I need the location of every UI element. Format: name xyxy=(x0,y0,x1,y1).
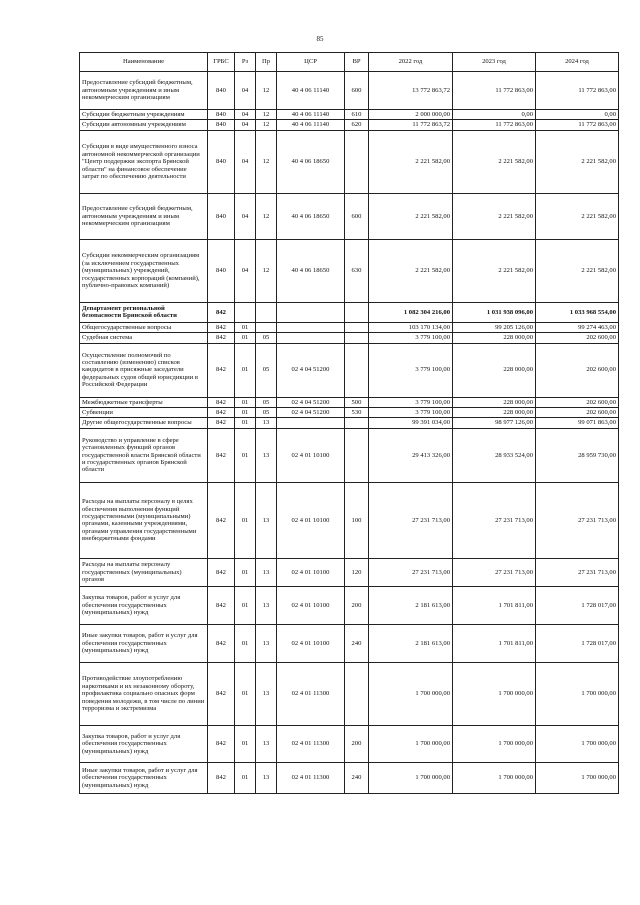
row-2022-cell: 13 772 863,72 xyxy=(369,72,453,110)
row-pr-cell: 05 xyxy=(256,397,277,407)
header-pr: Пр xyxy=(256,53,277,72)
row-rz-cell: 04 xyxy=(235,120,256,130)
row-rz-cell: 01 xyxy=(235,662,256,725)
row-2022-cell: 2 221 582,00 xyxy=(369,193,453,239)
row-2024-cell: 1 728 017,00 xyxy=(536,586,619,624)
row-rz-cell: 01 xyxy=(235,624,256,662)
row-csr-cell: 02 4 01 10100 xyxy=(277,558,345,586)
row-csr-cell: 02 4 01 10100 xyxy=(277,624,345,662)
row-grbs-cell: 842 xyxy=(208,322,235,332)
row-rz-cell: 01 xyxy=(235,482,256,558)
row-2022-cell: 27 231 713,00 xyxy=(369,558,453,586)
table-row xyxy=(80,239,619,302)
table-row xyxy=(80,333,619,343)
row-vr-cell xyxy=(345,428,369,482)
row-vr-cell: 100 xyxy=(345,482,369,558)
row-vr-cell xyxy=(345,662,369,725)
row-csr-cell: 02 4 04 51200 xyxy=(277,397,345,407)
row-pr-cell xyxy=(256,302,277,322)
row-pr-cell: 05 xyxy=(256,333,277,343)
row-2024-cell: 2 221 582,00 xyxy=(536,239,619,302)
row-grbs-cell: 842 xyxy=(208,482,235,558)
row-csr-cell: 40 4 06 18650 xyxy=(277,130,345,193)
row-name-cell: Расходы на выплаты персоналу государственных (муниципальных) органов xyxy=(80,558,208,586)
table-row xyxy=(80,193,619,239)
row-2022-cell: 2 221 582,00 xyxy=(369,130,453,193)
row-pr-cell: 13 xyxy=(256,428,277,482)
header-2024: 2024 год xyxy=(536,53,619,72)
row-csr-cell: 02 4 04 51200 xyxy=(277,408,345,418)
row-grbs-cell: 842 xyxy=(208,725,235,762)
row-2024-cell: 1 728 017,00 xyxy=(536,624,619,662)
row-rz-cell: 01 xyxy=(235,418,256,428)
row-grbs-cell: 842 xyxy=(208,302,235,322)
row-2023-cell: 2 221 582,00 xyxy=(453,239,536,302)
row-pr-cell: 12 xyxy=(256,130,277,193)
row-rz-cell xyxy=(235,302,256,322)
row-2023-cell: 1 700 000,00 xyxy=(453,725,536,762)
row-csr-cell xyxy=(277,302,345,322)
table-row xyxy=(80,418,619,428)
row-name-cell: Межбюджетные трансферты xyxy=(80,397,208,407)
row-rz-cell: 01 xyxy=(235,725,256,762)
row-grbs-cell: 840 xyxy=(208,120,235,130)
row-name-cell: Осуществление полномочий по составлению (изменению) списков кандидатов в присяжные заседатели федеральных судов общей юрисдикции в Российской Федерации xyxy=(80,343,208,397)
row-2024-cell: 202 600,00 xyxy=(536,397,619,407)
row-pr-cell: 13 xyxy=(256,624,277,662)
row-pr-cell: 13 xyxy=(256,662,277,725)
row-2023-cell: 228 000,00 xyxy=(453,343,536,397)
row-vr-cell: 610 xyxy=(345,110,369,120)
row-grbs-cell: 842 xyxy=(208,397,235,407)
row-vr-cell: 240 xyxy=(345,624,369,662)
row-2022-cell: 99 391 034,00 xyxy=(369,418,453,428)
row-csr-cell: 02 4 01 11300 xyxy=(277,662,345,725)
row-2022-cell: 1 700 000,00 xyxy=(369,725,453,762)
row-vr-cell xyxy=(345,302,369,322)
row-2022-cell: 2 181 613,00 xyxy=(369,624,453,662)
row-csr-cell: 40 4 06 11140 xyxy=(277,72,345,110)
table-row xyxy=(80,558,619,586)
row-vr-cell: 530 xyxy=(345,408,369,418)
row-csr-cell: 40 4 06 11140 xyxy=(277,110,345,120)
header-grbs: ГРБС xyxy=(208,53,235,72)
row-2023-cell: 228 000,00 xyxy=(453,397,536,407)
row-name-cell: Предоставление субсидий бюджетным, автономным учреждениям и иным некоммерческим организациям xyxy=(80,193,208,239)
header-csr: ЦСР xyxy=(277,53,345,72)
row-csr-cell: 02 4 01 11300 xyxy=(277,725,345,762)
row-2024-cell: 99 071 863,00 xyxy=(536,418,619,428)
row-rz-cell: 04 xyxy=(235,193,256,239)
row-pr-cell: 12 xyxy=(256,72,277,110)
row-grbs-cell: 842 xyxy=(208,333,235,343)
header-2023: 2023 год xyxy=(453,53,536,72)
row-2023-cell: 1 700 000,00 xyxy=(453,662,536,725)
row-pr-cell: 05 xyxy=(256,343,277,397)
row-2024-cell: 99 274 463,00 xyxy=(536,322,619,332)
table-body xyxy=(80,72,619,794)
row-2022-cell: 3 779 100,00 xyxy=(369,333,453,343)
row-vr-cell: 630 xyxy=(345,239,369,302)
row-2023-cell: 28 933 524,00 xyxy=(453,428,536,482)
row-name-cell: Субсидии бюджетным учреждениям xyxy=(80,110,208,120)
row-2023-cell: 27 231 713,00 xyxy=(453,482,536,558)
row-2024-cell: 28 959 730,00 xyxy=(536,428,619,482)
row-grbs-cell: 842 xyxy=(208,418,235,428)
row-2024-cell: 27 231 713,00 xyxy=(536,558,619,586)
row-csr-cell: 02 4 01 10100 xyxy=(277,482,345,558)
row-grbs-cell: 840 xyxy=(208,72,235,110)
row-2022-cell: 11 772 863,72 xyxy=(369,120,453,130)
row-2023-cell: 99 205 126,00 xyxy=(453,322,536,332)
row-rz-cell: 01 xyxy=(235,762,256,793)
row-vr-cell: 120 xyxy=(345,558,369,586)
row-name-cell: Расходы на выплаты персоналу в целях обеспечения выполнения функций государственными (муниципальными) органами, казенными учреждениями, органами управления государственными внебюджетными фондами xyxy=(80,482,208,558)
row-2022-cell: 3 779 100,00 xyxy=(369,408,453,418)
row-2023-cell: 11 772 863,00 xyxy=(453,120,536,130)
header-name: Наименование xyxy=(80,53,208,72)
row-csr-cell: 02 4 04 51200 xyxy=(277,343,345,397)
row-2024-cell: 11 772 863,00 xyxy=(536,72,619,110)
row-2023-cell: 27 231 713,00 xyxy=(453,558,536,586)
row-csr-cell xyxy=(277,333,345,343)
row-2023-cell: 2 221 582,00 xyxy=(453,193,536,239)
row-csr-cell: 02 4 01 10100 xyxy=(277,586,345,624)
row-rz-cell: 01 xyxy=(235,558,256,586)
row-name-cell: Субвенции xyxy=(80,408,208,418)
row-rz-cell: 01 xyxy=(235,397,256,407)
row-2024-cell: 27 231 713,00 xyxy=(536,482,619,558)
row-2024-cell: 1 700 000,00 xyxy=(536,762,619,793)
row-pr-cell: 13 xyxy=(256,482,277,558)
row-pr-cell: 13 xyxy=(256,762,277,793)
row-vr-cell xyxy=(345,333,369,343)
row-rz-cell: 01 xyxy=(235,586,256,624)
row-2022-cell: 3 779 100,00 xyxy=(369,343,453,397)
row-pr-cell: 12 xyxy=(256,120,277,130)
row-rz-cell: 01 xyxy=(235,428,256,482)
row-rz-cell: 04 xyxy=(235,239,256,302)
row-vr-cell: 600 xyxy=(345,193,369,239)
table-row xyxy=(80,624,619,662)
row-2022-cell: 1 700 000,00 xyxy=(369,662,453,725)
row-name-cell: Противодействие злоупотреблению наркотиками и их незаконному обороту, профилактика социально опасных форм поведения молодежи, в том числе по линии терроризма и экстремизма xyxy=(80,662,208,725)
row-vr-cell: 200 xyxy=(345,725,369,762)
row-2023-cell: 1 031 938 096,00 xyxy=(453,302,536,322)
row-pr-cell: 05 xyxy=(256,408,277,418)
table-row xyxy=(80,408,619,418)
table-row xyxy=(80,72,619,110)
row-name-cell: Иные закупки товаров, работ и услуг для обеспечения государственных (муниципальных) нужд xyxy=(80,624,208,662)
row-2024-cell: 1 033 968 554,00 xyxy=(536,302,619,322)
row-rz-cell: 01 xyxy=(235,333,256,343)
row-grbs-cell: 840 xyxy=(208,110,235,120)
row-name-cell: Закупка товаров, работ и услуг для обеспечения государственных (муниципальных) нужд xyxy=(80,725,208,762)
row-2024-cell: 1 700 000,00 xyxy=(536,662,619,725)
row-csr-cell: 02 4 01 10100 xyxy=(277,428,345,482)
row-name-cell: Руководство и управление в сфере установленных функций органов государственной власти Брянской области и государственных органов Брянской области xyxy=(80,428,208,482)
row-grbs-cell: 842 xyxy=(208,762,235,793)
row-csr-cell: 40 4 06 11140 xyxy=(277,120,345,130)
row-pr-cell: 13 xyxy=(256,558,277,586)
row-pr-cell: 12 xyxy=(256,110,277,120)
table-row xyxy=(80,586,619,624)
row-2023-cell: 1 700 000,00 xyxy=(453,762,536,793)
row-2022-cell: 2 221 582,00 xyxy=(369,239,453,302)
table-row xyxy=(80,428,619,482)
row-vr-cell xyxy=(345,343,369,397)
row-name-cell: Другие общегосударственные вопросы xyxy=(80,418,208,428)
row-vr-cell: 200 xyxy=(345,586,369,624)
row-grbs-cell: 842 xyxy=(208,558,235,586)
row-vr-cell xyxy=(345,418,369,428)
row-2024-cell: 11 772 863,00 xyxy=(536,120,619,130)
row-rz-cell: 04 xyxy=(235,110,256,120)
row-grbs-cell: 840 xyxy=(208,130,235,193)
row-grbs-cell: 840 xyxy=(208,239,235,302)
row-2024-cell: 2 221 582,00 xyxy=(536,130,619,193)
row-2022-cell: 2 181 613,00 xyxy=(369,586,453,624)
row-2024-cell: 202 600,00 xyxy=(536,333,619,343)
row-grbs-cell: 840 xyxy=(208,193,235,239)
row-2024-cell: 0,00 xyxy=(536,110,619,120)
table-row xyxy=(80,130,619,193)
row-rz-cell: 04 xyxy=(235,72,256,110)
row-pr-cell: 12 xyxy=(256,239,277,302)
table-row xyxy=(80,120,619,130)
table-row xyxy=(80,662,619,725)
budget-table xyxy=(79,52,619,794)
row-name-cell: Судебная система xyxy=(80,333,208,343)
row-grbs-cell: 842 xyxy=(208,624,235,662)
row-2022-cell: 2 000 000,00 xyxy=(369,110,453,120)
row-grbs-cell: 842 xyxy=(208,428,235,482)
row-csr-cell: 02 4 01 11300 xyxy=(277,762,345,793)
table-row xyxy=(80,397,619,407)
row-name-cell: Субсидия в виде имущественного взноса автономной некоммерческой организации "Центр поддержки экспорта Брянской области" на финансовое обеспечение затрат по обеспечению деятельности xyxy=(80,130,208,193)
table-row xyxy=(80,322,619,332)
row-csr-cell: 40 4 06 18650 xyxy=(277,193,345,239)
row-2023-cell: 228 000,00 xyxy=(453,408,536,418)
row-csr-cell xyxy=(277,322,345,332)
row-2023-cell: 1 701 811,00 xyxy=(453,586,536,624)
row-2023-cell: 98 977 126,00 xyxy=(453,418,536,428)
row-vr-cell xyxy=(345,130,369,193)
row-pr-cell xyxy=(256,322,277,332)
row-rz-cell: 01 xyxy=(235,322,256,332)
row-2022-cell: 3 779 100,00 xyxy=(369,397,453,407)
table-row xyxy=(80,302,619,322)
header-2022: 2022 год xyxy=(369,53,453,72)
row-rz-cell: 04 xyxy=(235,130,256,193)
row-2022-cell: 1 082 304 216,00 xyxy=(369,302,453,322)
row-2022-cell: 103 170 134,00 xyxy=(369,322,453,332)
row-name-cell: Закупка товаров, работ и услуг для обеспечения государственных (муниципальных) нужд xyxy=(80,586,208,624)
row-vr-cell: 240 xyxy=(345,762,369,793)
row-2024-cell: 202 600,00 xyxy=(536,408,619,418)
table-row xyxy=(80,762,619,793)
row-vr-cell: 620 xyxy=(345,120,369,130)
row-vr-cell xyxy=(345,322,369,332)
table-row xyxy=(80,482,619,558)
row-2023-cell: 0,00 xyxy=(453,110,536,120)
row-2023-cell: 1 701 811,00 xyxy=(453,624,536,662)
header-vr: ВР xyxy=(345,53,369,72)
row-grbs-cell: 842 xyxy=(208,343,235,397)
table-header-row xyxy=(80,53,619,72)
row-pr-cell: 13 xyxy=(256,725,277,762)
row-grbs-cell: 842 xyxy=(208,408,235,418)
table-row xyxy=(80,725,619,762)
row-2024-cell: 1 700 000,00 xyxy=(536,725,619,762)
row-2022-cell: 29 413 326,00 xyxy=(369,428,453,482)
row-name-cell: Субсидии некоммерческим организациям (за исключением государственных (муниципальных) учреждений, государственных корпораций (компаний), публично-правовых компаний) xyxy=(80,239,208,302)
row-name-cell: Иные закупки товаров, работ и услуг для обеспечения государственных (муниципальных) нужд xyxy=(80,762,208,793)
table-row xyxy=(80,343,619,397)
row-name-cell: Общегосударственные вопросы xyxy=(80,322,208,332)
table-row xyxy=(80,110,619,120)
row-csr-cell xyxy=(277,418,345,428)
row-2022-cell: 27 231 713,00 xyxy=(369,482,453,558)
row-2024-cell: 2 221 582,00 xyxy=(536,193,619,239)
row-2022-cell: 1 700 000,00 xyxy=(369,762,453,793)
header-rz: Рз xyxy=(235,53,256,72)
row-pr-cell: 13 xyxy=(256,586,277,624)
row-grbs-cell: 842 xyxy=(208,662,235,725)
row-name-cell: Субсидии автономным учреждениям xyxy=(80,120,208,130)
row-name-cell: Департамент региональной безопасности Брянской области xyxy=(80,302,208,322)
row-2023-cell: 11 772 863,00 xyxy=(453,72,536,110)
row-pr-cell: 13 xyxy=(256,418,277,428)
row-2024-cell: 202 600,00 xyxy=(536,343,619,397)
row-2023-cell: 228 000,00 xyxy=(453,333,536,343)
row-vr-cell: 500 xyxy=(345,397,369,407)
row-rz-cell: 01 xyxy=(235,408,256,418)
row-2023-cell: 2 221 582,00 xyxy=(453,130,536,193)
row-csr-cell: 40 4 06 18650 xyxy=(277,239,345,302)
row-grbs-cell: 842 xyxy=(208,586,235,624)
row-rz-cell: 01 xyxy=(235,343,256,397)
page-number: 85 xyxy=(316,35,324,43)
row-vr-cell: 600 xyxy=(345,72,369,110)
row-pr-cell: 12 xyxy=(256,193,277,239)
row-name-cell: Предоставление субсидий бюджетным, автономным учреждениям и иным некоммерческим организациям xyxy=(80,72,208,110)
